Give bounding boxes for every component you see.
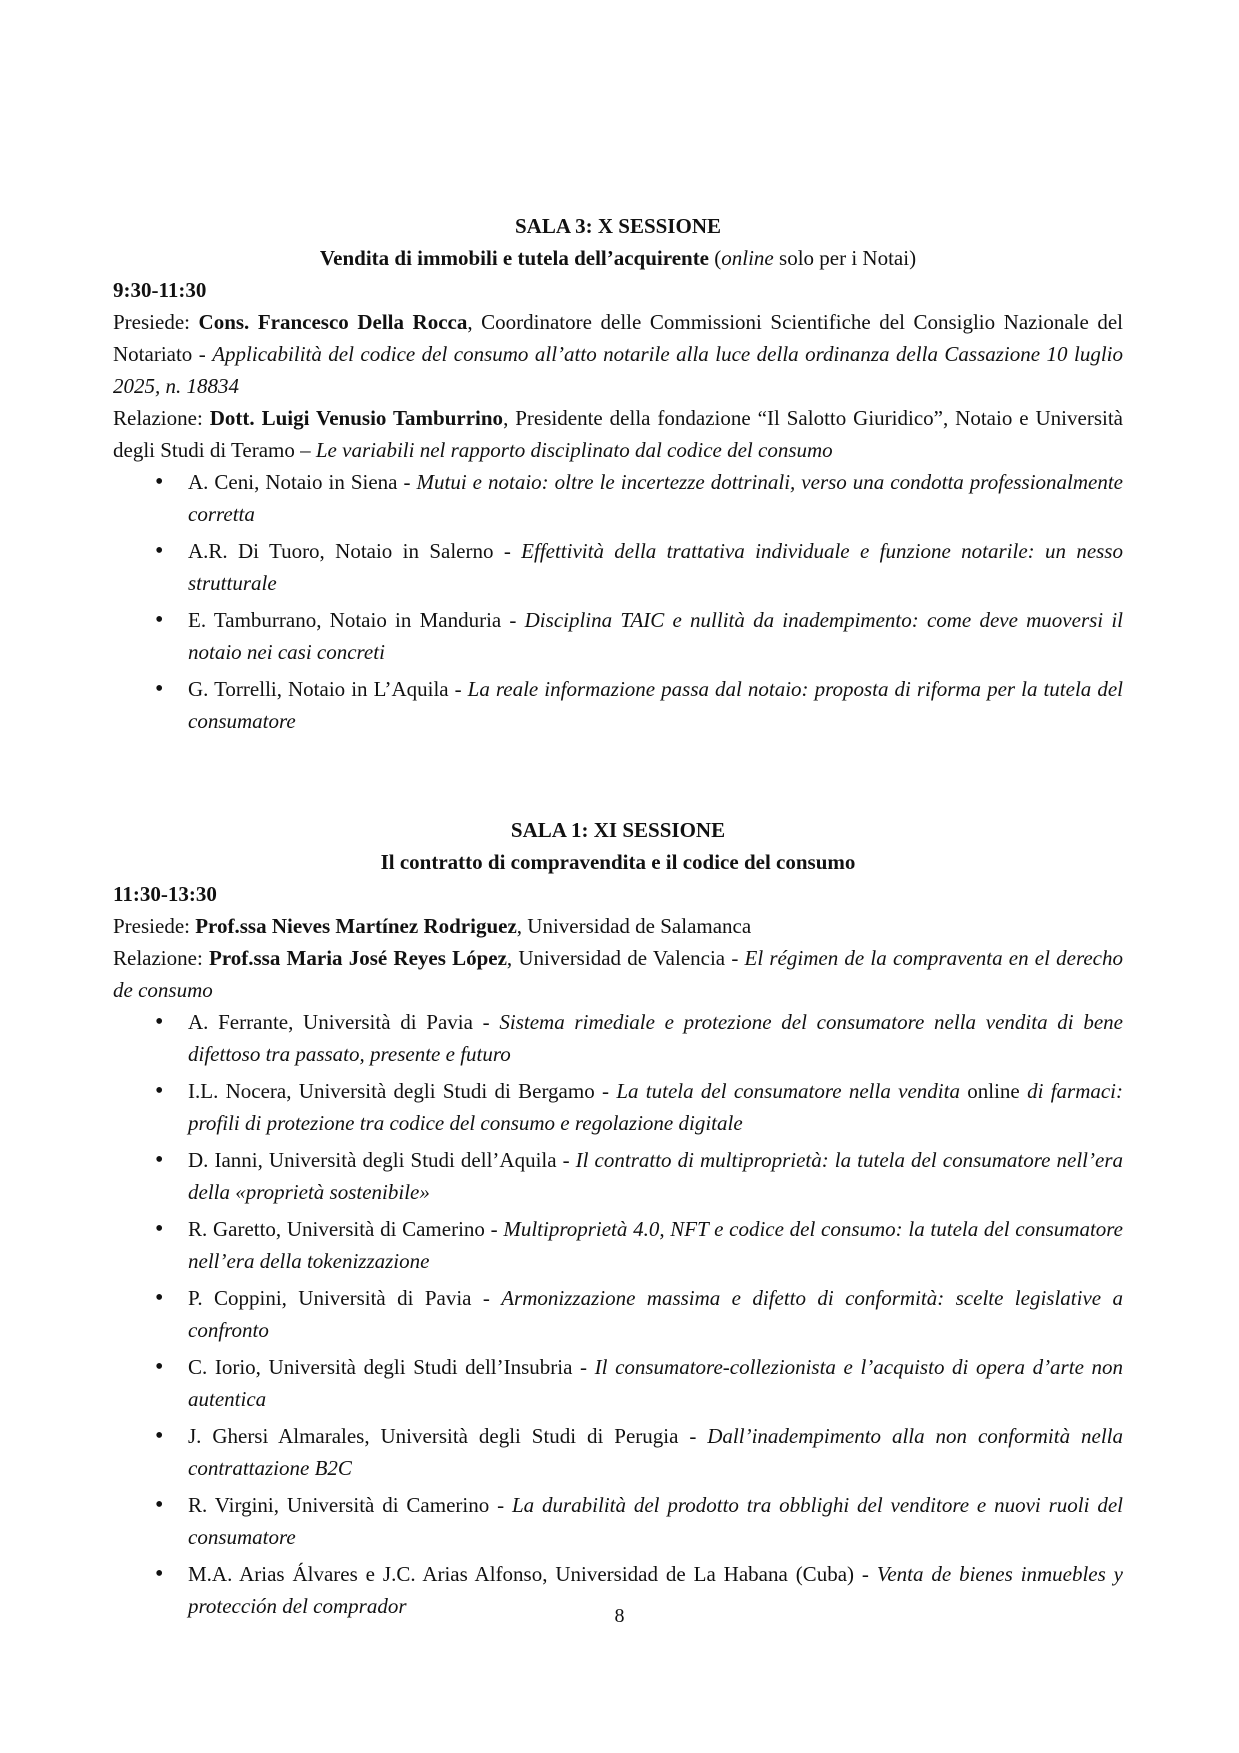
list-item [113,1351,1123,1415]
section-spacer [113,742,1123,814]
list-item [113,1006,1123,1070]
list-item [113,466,1123,530]
chair-role: , Coordinatore delle Commissioni Scientifiche del Consiglio Nazionale del Notariato - [113,310,1123,366]
page-number: 8 [614,1605,625,1627]
speaker-topic-mid: online [959,1079,1028,1103]
list-item [113,1144,1123,1208]
report-paragraph [113,942,1123,1006]
report-label: Relazione: [113,406,210,430]
report-role: , Universidad de Valencia - [506,946,745,970]
list-item [113,1213,1123,1277]
session-subtitle [113,242,1123,274]
speaker-topic: La durabilità del prodotto tra obblighi del venditore e nuovi ruoli del consumatore [188,1493,1123,1549]
report-topic: Le variabili nel rapporto disciplinato dal codice del consumo [315,438,833,462]
speaker: P. Coppini, Università di Pavia - [188,1286,502,1310]
list-item [113,604,1123,668]
list-item [113,1489,1123,1553]
speaker-list [113,1006,1123,1622]
subtitle-open: ( [709,246,722,270]
speaker: A. Ferrante, Università di Pavia - [188,1010,500,1034]
report-role: , Presidente della fondazione “Il Salotto Giuridico”, Notaio e Università degli Studi di Teramo – [113,406,1123,462]
speaker-topic: Multiproprietà 4.0, NFT e codice del consumo: la tutela del consumatore nell’era della tokenizzazione [188,1217,1124,1273]
speaker-topic: Venta de bienes inmuebles y protección del comprador [188,1562,1124,1618]
session-x [113,210,1123,737]
list-item [113,1420,1123,1484]
report-name: Dott. Luigi Venusio Tamburrino [209,406,504,430]
session-subtitle: Il contratto di compravendita e il codice del consumo [380,850,856,874]
session-time: 11:30-13:30 [113,882,217,906]
subtitle-note: solo per i Notai) [773,246,917,270]
speaker: A. Ceni, Notaio in Siena - [188,470,417,494]
speaker-topic: Armonizzazione massima e difetto di conformità: scelte legislative a confronto [188,1286,1123,1342]
speaker: E. Tamburrano, Notaio in Manduria - [188,608,525,632]
speaker-topic: Mutui e notaio: oltre le incertezze dottrinali, verso una condotta professionalmente corretta [188,470,1124,526]
subtitle-online: online [721,246,774,270]
document-page [113,210,1123,1627]
report-label: Relazione: [113,946,209,970]
speaker-topic: Il consumatore-collezionista e l’acquisto di opera d’arte non autentica [188,1355,1123,1411]
report-topic: El régimen de la compraventa en el derecho de consumo [113,946,1123,1002]
speaker: G. Torrelli, Notaio in L’Aquila - [188,677,468,701]
speaker-topic: Effettività della trattativa individuale e funzione notarile: un nesso strutturale [188,539,1123,595]
speaker-topic-cont: di farmaci: profili di protezione tra codice del consumo e regolazione digitale [188,1079,1124,1135]
speaker-topic: Sistema rimediale e protezione del consumatore nella vendita di bene difettoso tra passato, presente e futuro [188,1010,1123,1066]
chair-name: Cons. Francesco Della Rocca [198,310,468,334]
speaker-topic: Disciplina TAIC e nullità da inadempimento: come deve muoversi il notaio nei casi concreti [188,608,1123,664]
list-item [113,673,1123,737]
chair-paragraph [113,306,1123,402]
session-title: SALA 3: X SESSIONE [515,214,721,238]
speaker: I.L. Nocera, Università degli Studi di Bergamo - [188,1079,617,1103]
session-time: 9:30-11:30 [113,278,207,302]
chair-role: , Universidad de Salamanca [516,914,752,938]
speaker-list [113,466,1123,737]
list-item [113,1282,1123,1346]
list-item [113,535,1123,599]
session-xi [113,814,1123,1622]
speaker: M.A. Arias Álvares e J.C. Arias Alfonso, Universidad de La Habana (Cuba) - [188,1562,877,1586]
subtitle-main: Vendita di immobili e tutela dell’acquirente [319,246,710,270]
report-name: Prof.ssa Maria José Reyes López [209,946,507,970]
chair-label: Presiede: [113,914,196,938]
report-paragraph [113,402,1123,466]
speaker: C. Iorio, Università degli Studi dell’Insubria - [188,1355,595,1379]
speaker-topic: Dall’inadempimento alla non conformità nella contrattazione B2C [188,1424,1123,1480]
speaker-topic: Il contratto di multiproprietà: la tutela del consumatore nell’era della «proprietà sostenibile» [188,1148,1124,1204]
speaker: D. Ianni, Università degli Studi dell’Aquila - [188,1148,576,1172]
chair-topic: Applicabilità del codice del consumo all’atto notarile alla luce della ordinanza della Cassazione 10 luglio 2025, n. 18834 [113,342,1123,398]
speaker-topic: La reale informazione passa dal notaio: proposta di riforma per la tutela del consumatore [188,677,1123,733]
list-item [113,1075,1123,1139]
speaker: R. Garetto, Università di Camerino - [188,1217,504,1241]
session-title: SALA 1: XI SESSIONE [510,818,726,842]
speaker: R. Virgini, Università di Camerino - [188,1493,512,1517]
speaker: J. Ghersi Almarales, Università degli Studi di Perugia - [188,1424,708,1448]
speaker-topic: La tutela del consumatore nella vendita [616,1079,960,1103]
chair-paragraph [113,910,1123,942]
speaker: A.R. Di Tuoro, Notaio in Salerno - [188,539,522,563]
chair-label: Presiede: [113,310,199,334]
chair-name: Prof.ssa Nieves Martínez Rodriguez [195,914,517,938]
